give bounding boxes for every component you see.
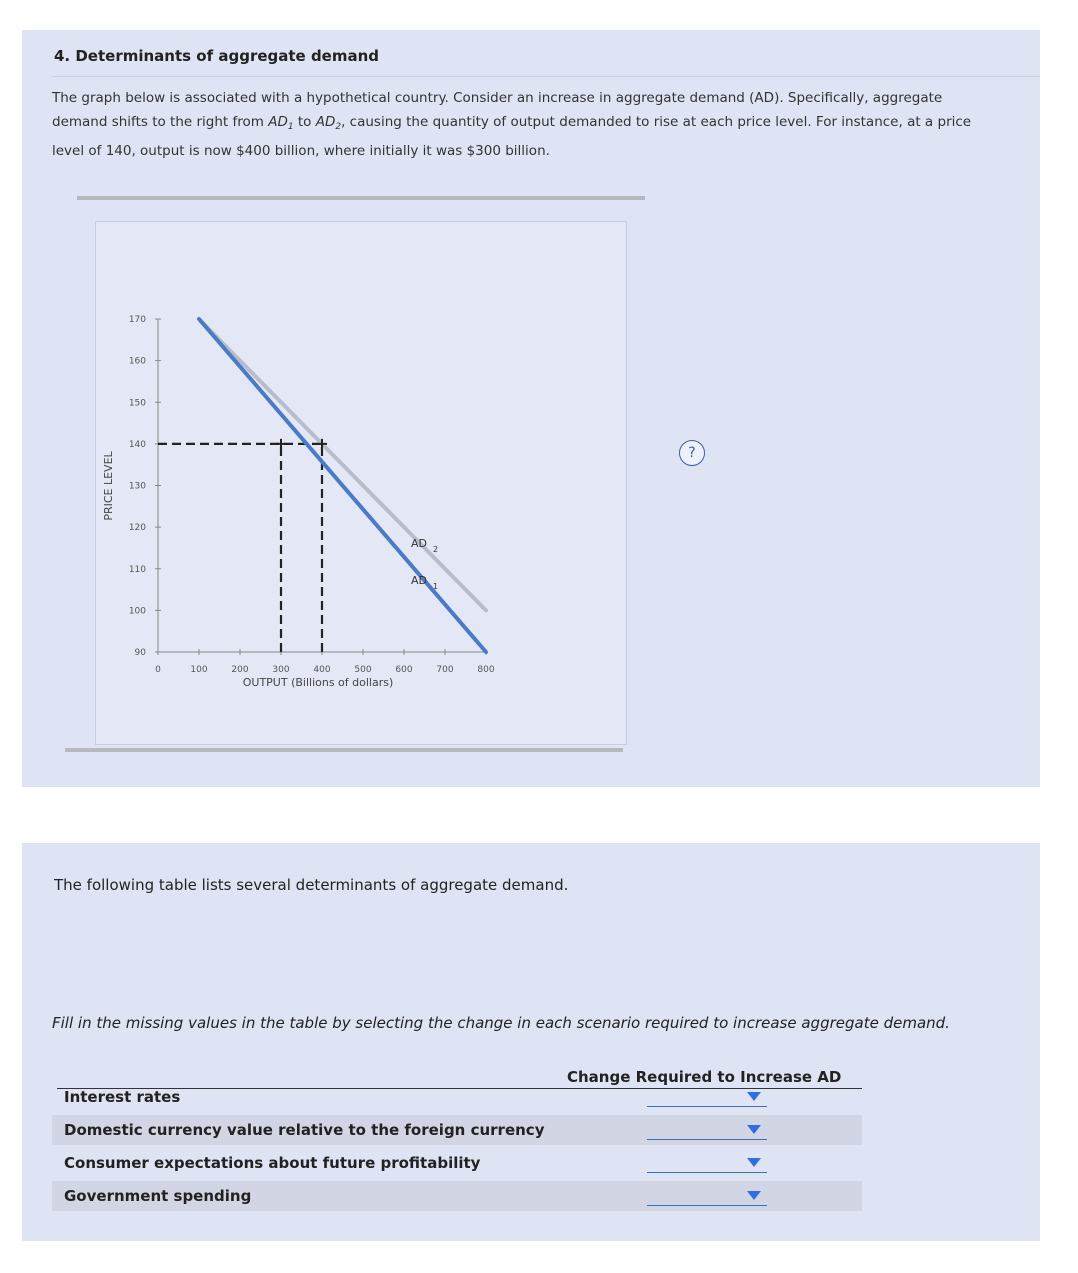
x-tick-label: 600	[395, 665, 413, 675]
government-spending-dropdown[interactable]	[647, 1187, 767, 1206]
series-label-subscript: 2	[433, 545, 439, 554]
x-tick-label: 500	[354, 665, 372, 675]
row-label: Domestic currency value relative to the foreign currency	[64, 1121, 545, 1139]
y-tick-label: 130	[128, 481, 146, 492]
x-tick-label: 100	[190, 665, 208, 675]
graph-bottom-rule	[65, 748, 623, 752]
y-tick-label: 100	[128, 606, 146, 617]
y-tick-label: 120	[128, 523, 146, 534]
y-tick-label: 110	[128, 564, 146, 575]
question-intro	[52, 86, 997, 163]
y-tick-label: 140	[128, 439, 146, 450]
row-label: Interest rates	[64, 1088, 181, 1106]
y-tick-label: 90	[134, 648, 146, 658]
x-tick-label: 0	[155, 665, 161, 675]
currency-value-dropdown[interactable]	[647, 1121, 767, 1140]
table-row-currency	[52, 1115, 862, 1145]
y-tick-label: 150	[128, 398, 146, 409]
table-intro: The following table lists several determinants of aggregate demand.	[54, 876, 569, 894]
series-label-ad1: AD	[411, 574, 427, 587]
row-label: Government spending	[64, 1187, 252, 1205]
series-line-ad1	[199, 319, 486, 610]
y-axis-label: PRICE LEVEL	[102, 451, 115, 521]
y-tick-label: 160	[128, 356, 146, 367]
series-label-ad2: AD	[411, 537, 427, 550]
x-tick-label: 200	[231, 665, 249, 675]
row-label: Consumer expectations about future profitability	[64, 1154, 481, 1172]
x-tick-label: 700	[436, 665, 454, 675]
table-row-consumer-expectations	[52, 1148, 862, 1178]
interest-rates-dropdown[interactable]	[647, 1088, 767, 1107]
question-heading: 4. Determinants of aggregate demand	[54, 47, 380, 65]
series-line-ad2	[199, 319, 486, 652]
x-tick-label: 400	[313, 665, 331, 675]
question-panel	[22, 30, 1040, 787]
table-row-interest-rates	[52, 1082, 862, 1112]
table-panel	[22, 843, 1040, 1241]
graph-top-rule	[77, 196, 645, 200]
table-instruction: Fill in the missing values in the table by selecting the change in each scenario required to increase aggregate demand.	[52, 1014, 950, 1032]
heading-divider	[52, 76, 1040, 77]
table-row-government-spending	[52, 1181, 862, 1211]
column-header: Change Required to Increase AD	[567, 1068, 842, 1086]
intro-text-2: , causing the quantity of output demanded to rise at each price level. For instance, at a price level of 140, output is now $400 billion, where initially it was $300 billion.	[52, 114, 972, 159]
dropdown-arrow-icon	[747, 1092, 761, 1101]
intro-text-1: The graph below is associated with a hypothetical country. Consider an increase in aggregate demand (AD). Specifically, aggregate demand shifts to the right from	[52, 90, 943, 130]
ad2-symbol: $AD_2$	[315, 114, 342, 132]
dropdown-arrow-icon	[747, 1191, 761, 1200]
x-tick-label: 800	[477, 665, 495, 675]
dropdown-arrow-icon	[747, 1158, 761, 1167]
x-tick-label: 300	[272, 665, 290, 675]
help-icon[interactable]: ?	[679, 440, 705, 466]
x-axis-label: OUTPUT (Billions of dollars)	[242, 676, 394, 689]
dropdown-arrow-icon	[747, 1125, 761, 1134]
ad1-symbol: $AD_1$	[268, 114, 294, 132]
ad-chart	[96, 222, 626, 744]
series-label-subscript: 1	[433, 582, 439, 591]
graph-container	[95, 221, 696, 745]
consumer-expectations-dropdown[interactable]	[647, 1154, 767, 1173]
y-tick-label: 170	[128, 315, 146, 325]
intro-to-word: to	[293, 114, 316, 130]
